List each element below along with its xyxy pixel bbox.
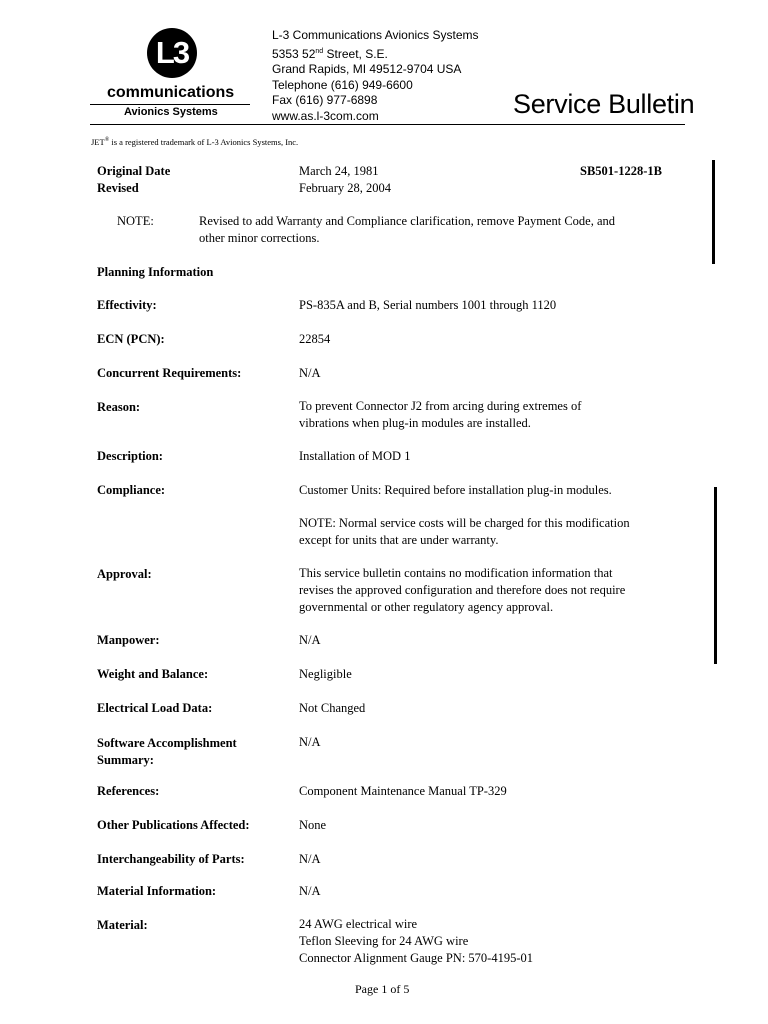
material-list (299, 916, 533, 967)
concurrent-label: Concurrent Requirements: (97, 366, 242, 380)
revision-note-text: Revised to add Warranty and Compliance clarification, remove Payment Code, and other minor corrections. (199, 214, 615, 245)
effectivity-value: PS-835A and B, Serial numbers 1001 through 1120 (299, 298, 557, 312)
description-label: Description: (97, 449, 163, 463)
planning-heading: Planning Information (97, 265, 214, 279)
document-title: Service Bulletin (513, 89, 695, 119)
company-name: L-3 Communications Avionics Systems (272, 28, 479, 42)
logo-wordmark: communications (107, 84, 235, 101)
description-value: Installation of MOD 1 (299, 449, 411, 463)
l3-logo-mark: L3 (147, 28, 197, 78)
logo-subtitle: Avionics Systems (124, 106, 218, 118)
other-publications-label: Other Publications Affected: (97, 818, 250, 832)
street-address: 5353 52nd Street, S.E. (272, 46, 388, 61)
reason-value: To prevent Connector J2 from arcing during extremes of vibrations when plug-in modules are installed. (299, 399, 582, 430)
software-value: N/A (299, 735, 321, 749)
references-value: Component Maintenance Manual TP-329 (299, 784, 507, 798)
telephone: Telephone (616) 949-6600 (272, 77, 413, 92)
compliance-value: Customer Units: Required before installation plug-in modules. (299, 483, 612, 497)
fax: Fax (616) 977-6898 (272, 93, 378, 107)
city-address: Grand Rapids, MI 49512-9704 USA (272, 62, 462, 76)
approval-label: Approval: (97, 567, 152, 581)
other-publications-value: None (299, 818, 327, 832)
original-date-label: Original Date (97, 164, 171, 178)
electrical-load-value: Not Changed (299, 701, 366, 715)
logo-divider (90, 104, 250, 105)
list-item: 24 AWG electrical wire (299, 917, 418, 931)
interchangeability-label: Interchangeability of Parts: (97, 852, 245, 866)
revision-change-bar (714, 487, 717, 664)
website-link[interactable]: www.as.l-3com.com (272, 108, 379, 123)
material-info-value: N/A (299, 884, 321, 898)
weight-balance-value: Negligible (299, 667, 352, 681)
list-item: Connector Alignment Gauge PN: 570-4195-01 (299, 951, 533, 965)
references-label: References: (97, 784, 160, 798)
company-address-block (272, 28, 479, 124)
material-label: Material: (97, 918, 148, 932)
approval-value: This service bulletin contains no modification information that revises the approved configuration and therefore does not require governmental or other regulatory agency approval. (299, 566, 626, 614)
manpower-label: Manpower: (97, 633, 160, 647)
revision-note-label: NOTE: (117, 214, 154, 228)
weight-balance-label: Weight and Balance: (97, 667, 209, 681)
manpower-value: N/A (299, 633, 321, 647)
material-info-label: Material Information: (97, 884, 217, 898)
software-label: Software Accomplishment Summary: (97, 736, 237, 767)
interchangeability-value: N/A (299, 852, 321, 866)
compliance-note: NOTE: Normal service costs will be charged for this modification except for units that are under warranty. (299, 516, 630, 547)
concurrent-value: N/A (299, 366, 321, 380)
revised-date-label: Revised (97, 181, 139, 195)
bulletin-number: SB501-1228-1B (580, 164, 662, 178)
ecn-value: 22854 (299, 332, 331, 346)
page-number: Page 1 of 5 (355, 982, 410, 996)
ecn-label: ECN (PCN): (97, 332, 165, 346)
header-rule (90, 124, 685, 125)
trademark-notice: JET® is a registered trademark of L-3 Avionics Systems, Inc. (91, 137, 299, 147)
compliance-label: Compliance: (97, 483, 166, 497)
effectivity-label: Effectivity: (97, 298, 157, 312)
electrical-load-label: Electrical Load Data: (97, 701, 213, 715)
list-item: Teflon Sleeving for 24 AWG wire (299, 934, 469, 948)
revision-change-bar (712, 160, 715, 264)
reason-label: Reason: (97, 400, 141, 414)
revised-date-value: February 28, 2004 (299, 181, 391, 195)
original-date-value: March 24, 1981 (299, 164, 379, 178)
